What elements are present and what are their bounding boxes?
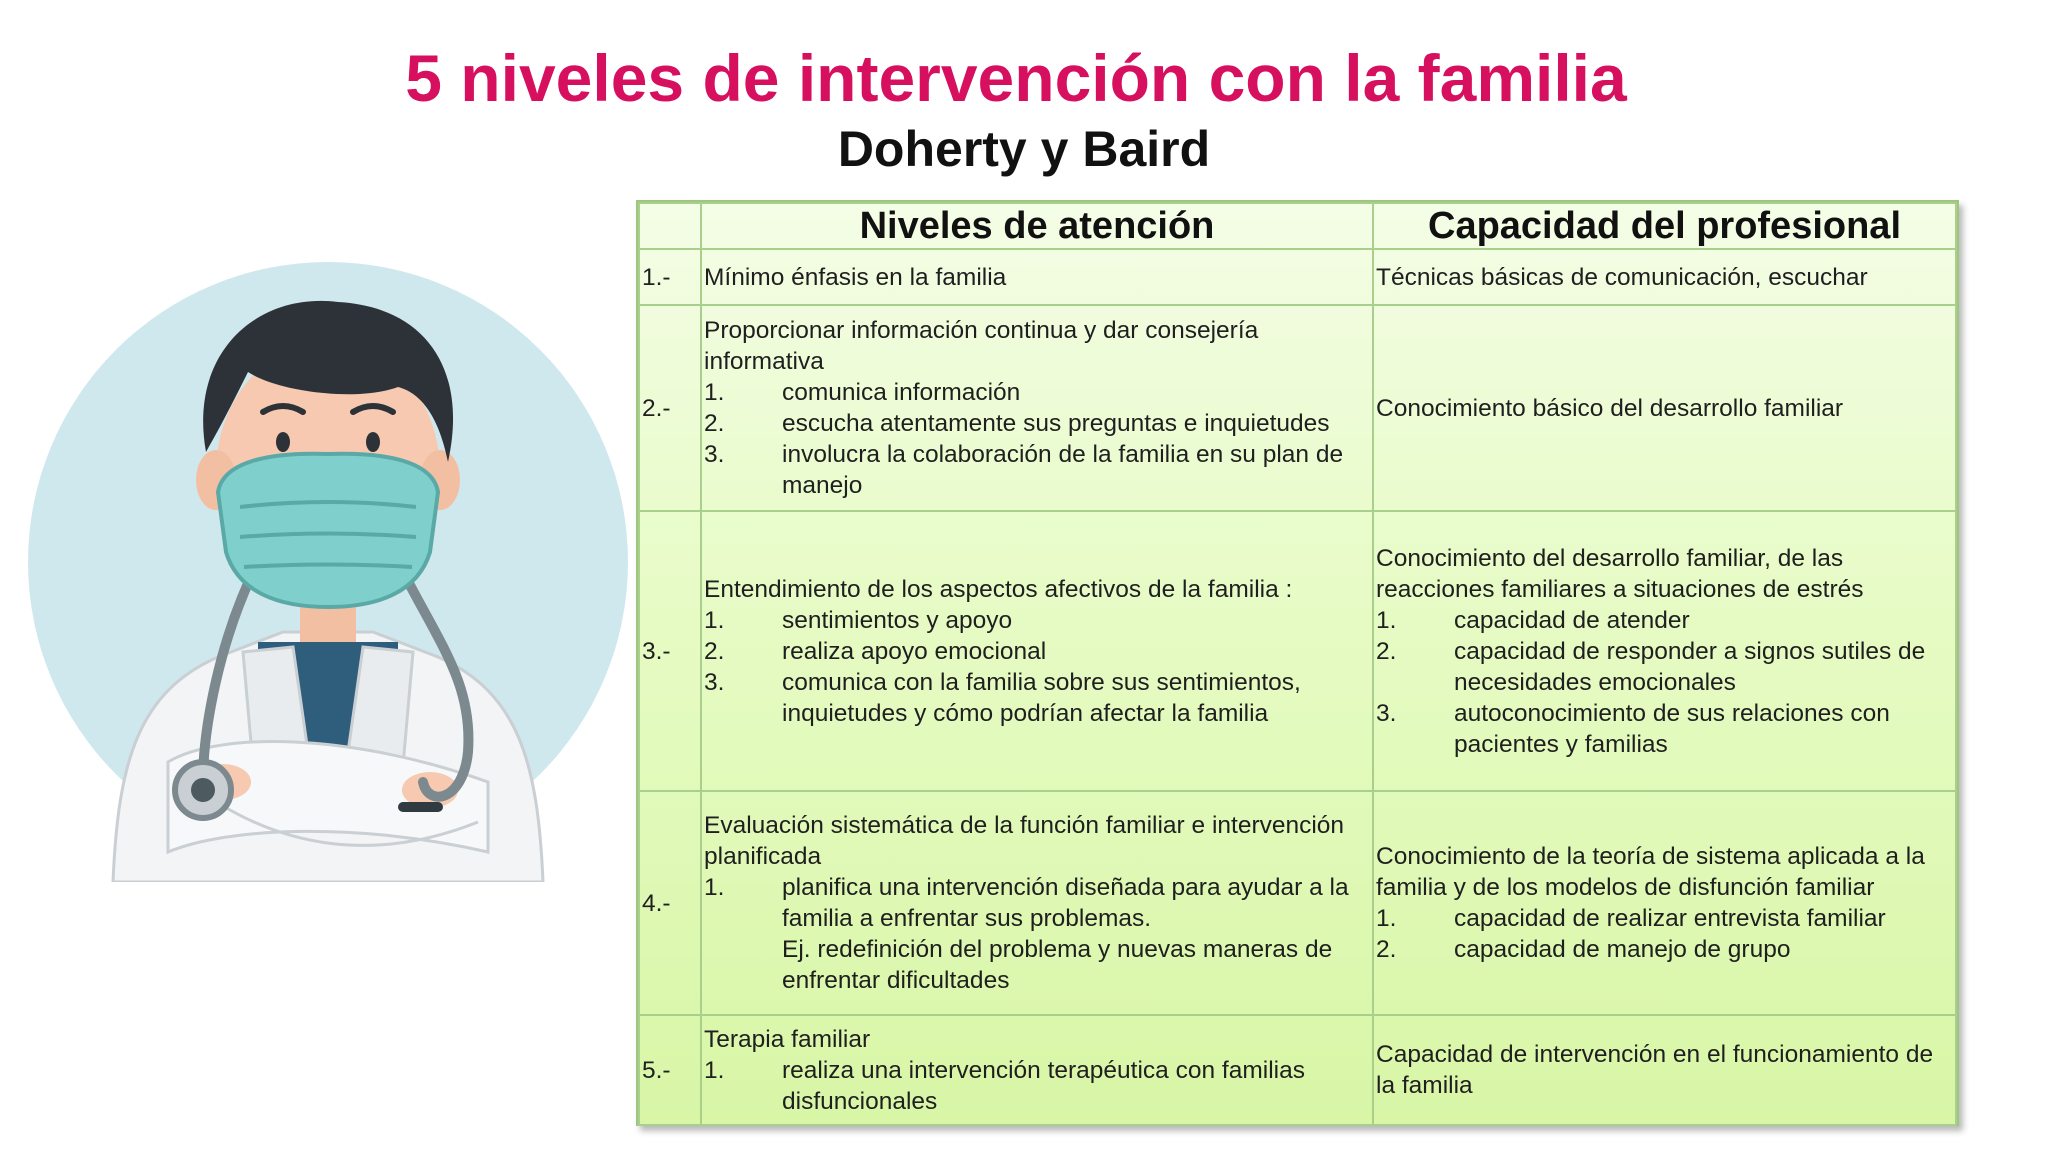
capacidad-cell bbox=[1373, 511, 1956, 791]
row-number: 3.- bbox=[639, 511, 701, 791]
capacidad-intro: Conocimiento de la teoría de sistema aplicada a la familia y de los modelos de disfunción familiar bbox=[1376, 843, 1925, 901]
eye-left bbox=[276, 432, 290, 452]
list-item: 3. involucra la colaboración de la familia en su plan de manejo bbox=[704, 441, 1344, 499]
list-item: 2. capacidad de responder a signos sutiles de necesidades emocionales bbox=[1376, 637, 1926, 696]
list-item: 3. comunica con la familia sobre sus sentimientos, inquietudes y cómo podrían afectar la familia bbox=[704, 668, 1301, 727]
slide-subtitle: Doherty y Baird bbox=[837, 121, 1211, 177]
niveles-cell bbox=[701, 791, 1373, 1015]
capacidad-cell bbox=[1373, 791, 1956, 1015]
table-row bbox=[639, 1015, 1956, 1125]
niveles-cell bbox=[701, 1015, 1373, 1125]
niveles-intro: Entendimiento de los aspectos afectivos de la familia : bbox=[704, 575, 1293, 603]
doctor-illustration bbox=[18, 262, 638, 882]
capacidad-cell bbox=[1373, 249, 1956, 305]
list-item: 3. autoconocimiento de sus relaciones con pacientes y familias bbox=[1376, 699, 1890, 758]
table-row bbox=[639, 249, 1956, 305]
niveles-cell bbox=[701, 511, 1373, 791]
capacidad-cell bbox=[1373, 1015, 1956, 1125]
face-mask bbox=[218, 454, 438, 607]
table-row bbox=[639, 791, 1956, 1015]
eye-right bbox=[366, 432, 380, 452]
table-row bbox=[639, 305, 1956, 511]
levels-table bbox=[636, 200, 1959, 1126]
niveles-cell bbox=[701, 249, 1373, 305]
list-item: 1. comunica información bbox=[704, 379, 1021, 406]
niveles-intro: Proporcionar información continua y dar consejería informativa bbox=[704, 317, 1259, 375]
list-item: 1. realiza una intervención terapéutica con familias disfuncionales bbox=[704, 1056, 1305, 1115]
niveles-example: Ej. redefinición del problema y nuevas maneras de enfrentar dificultades bbox=[782, 936, 1333, 994]
list-item: 1. capacidad de realizar entrevista familiar bbox=[1376, 905, 1886, 932]
capacidad-intro: Conocimiento básico del desarrollo familiar bbox=[1376, 394, 1844, 422]
row-number: 5.- bbox=[639, 1015, 701, 1125]
list-item: 1. capacidad de atender bbox=[1376, 606, 1690, 634]
slide-title: 5 niveles de intervención con la familia bbox=[405, 41, 1627, 115]
list-item: 2. escucha atentamente sus preguntas e inquietudes bbox=[704, 410, 1330, 437]
capacidad-cell bbox=[1373, 305, 1956, 511]
list-item: 2. capacidad de manejo de grupo bbox=[1376, 936, 1791, 963]
capacidad-intro: Conocimiento del desarrollo familiar, de las reacciones familiares a situaciones de estrés bbox=[1376, 544, 1864, 603]
capacidad-intro: Técnicas básicas de comunicación, escuchar bbox=[1376, 263, 1868, 291]
niveles-intro: Evaluación sistemática de la función familiar e intervención planificada bbox=[704, 812, 1345, 870]
niveles-intro: Terapia familiar bbox=[704, 1025, 871, 1053]
list-item: 1. planifica una intervención diseñada para ayudar a la familia a enfrentar sus problemas. bbox=[704, 874, 1349, 932]
row-number: 1.- bbox=[639, 249, 701, 305]
niveles-intro: Mínimo énfasis en la familia bbox=[704, 263, 1007, 291]
row-number: 2.- bbox=[639, 305, 701, 511]
table-header-row bbox=[639, 203, 1956, 249]
capacidad-intro: Capacidad de intervención en el funcionamiento de la familia bbox=[1376, 1041, 1934, 1099]
header-niveles: Niveles de atención bbox=[701, 203, 1373, 249]
list-item: 1. sentimientos y apoyo bbox=[704, 606, 1013, 634]
row-number: 4.- bbox=[639, 791, 701, 1015]
header-num bbox=[639, 203, 701, 249]
header-capacidad: Capacidad del profesional bbox=[1373, 203, 1956, 249]
niveles-cell bbox=[701, 305, 1373, 511]
table-row bbox=[639, 511, 1956, 791]
list-item: 2. realiza apoyo emocional bbox=[704, 637, 1047, 665]
